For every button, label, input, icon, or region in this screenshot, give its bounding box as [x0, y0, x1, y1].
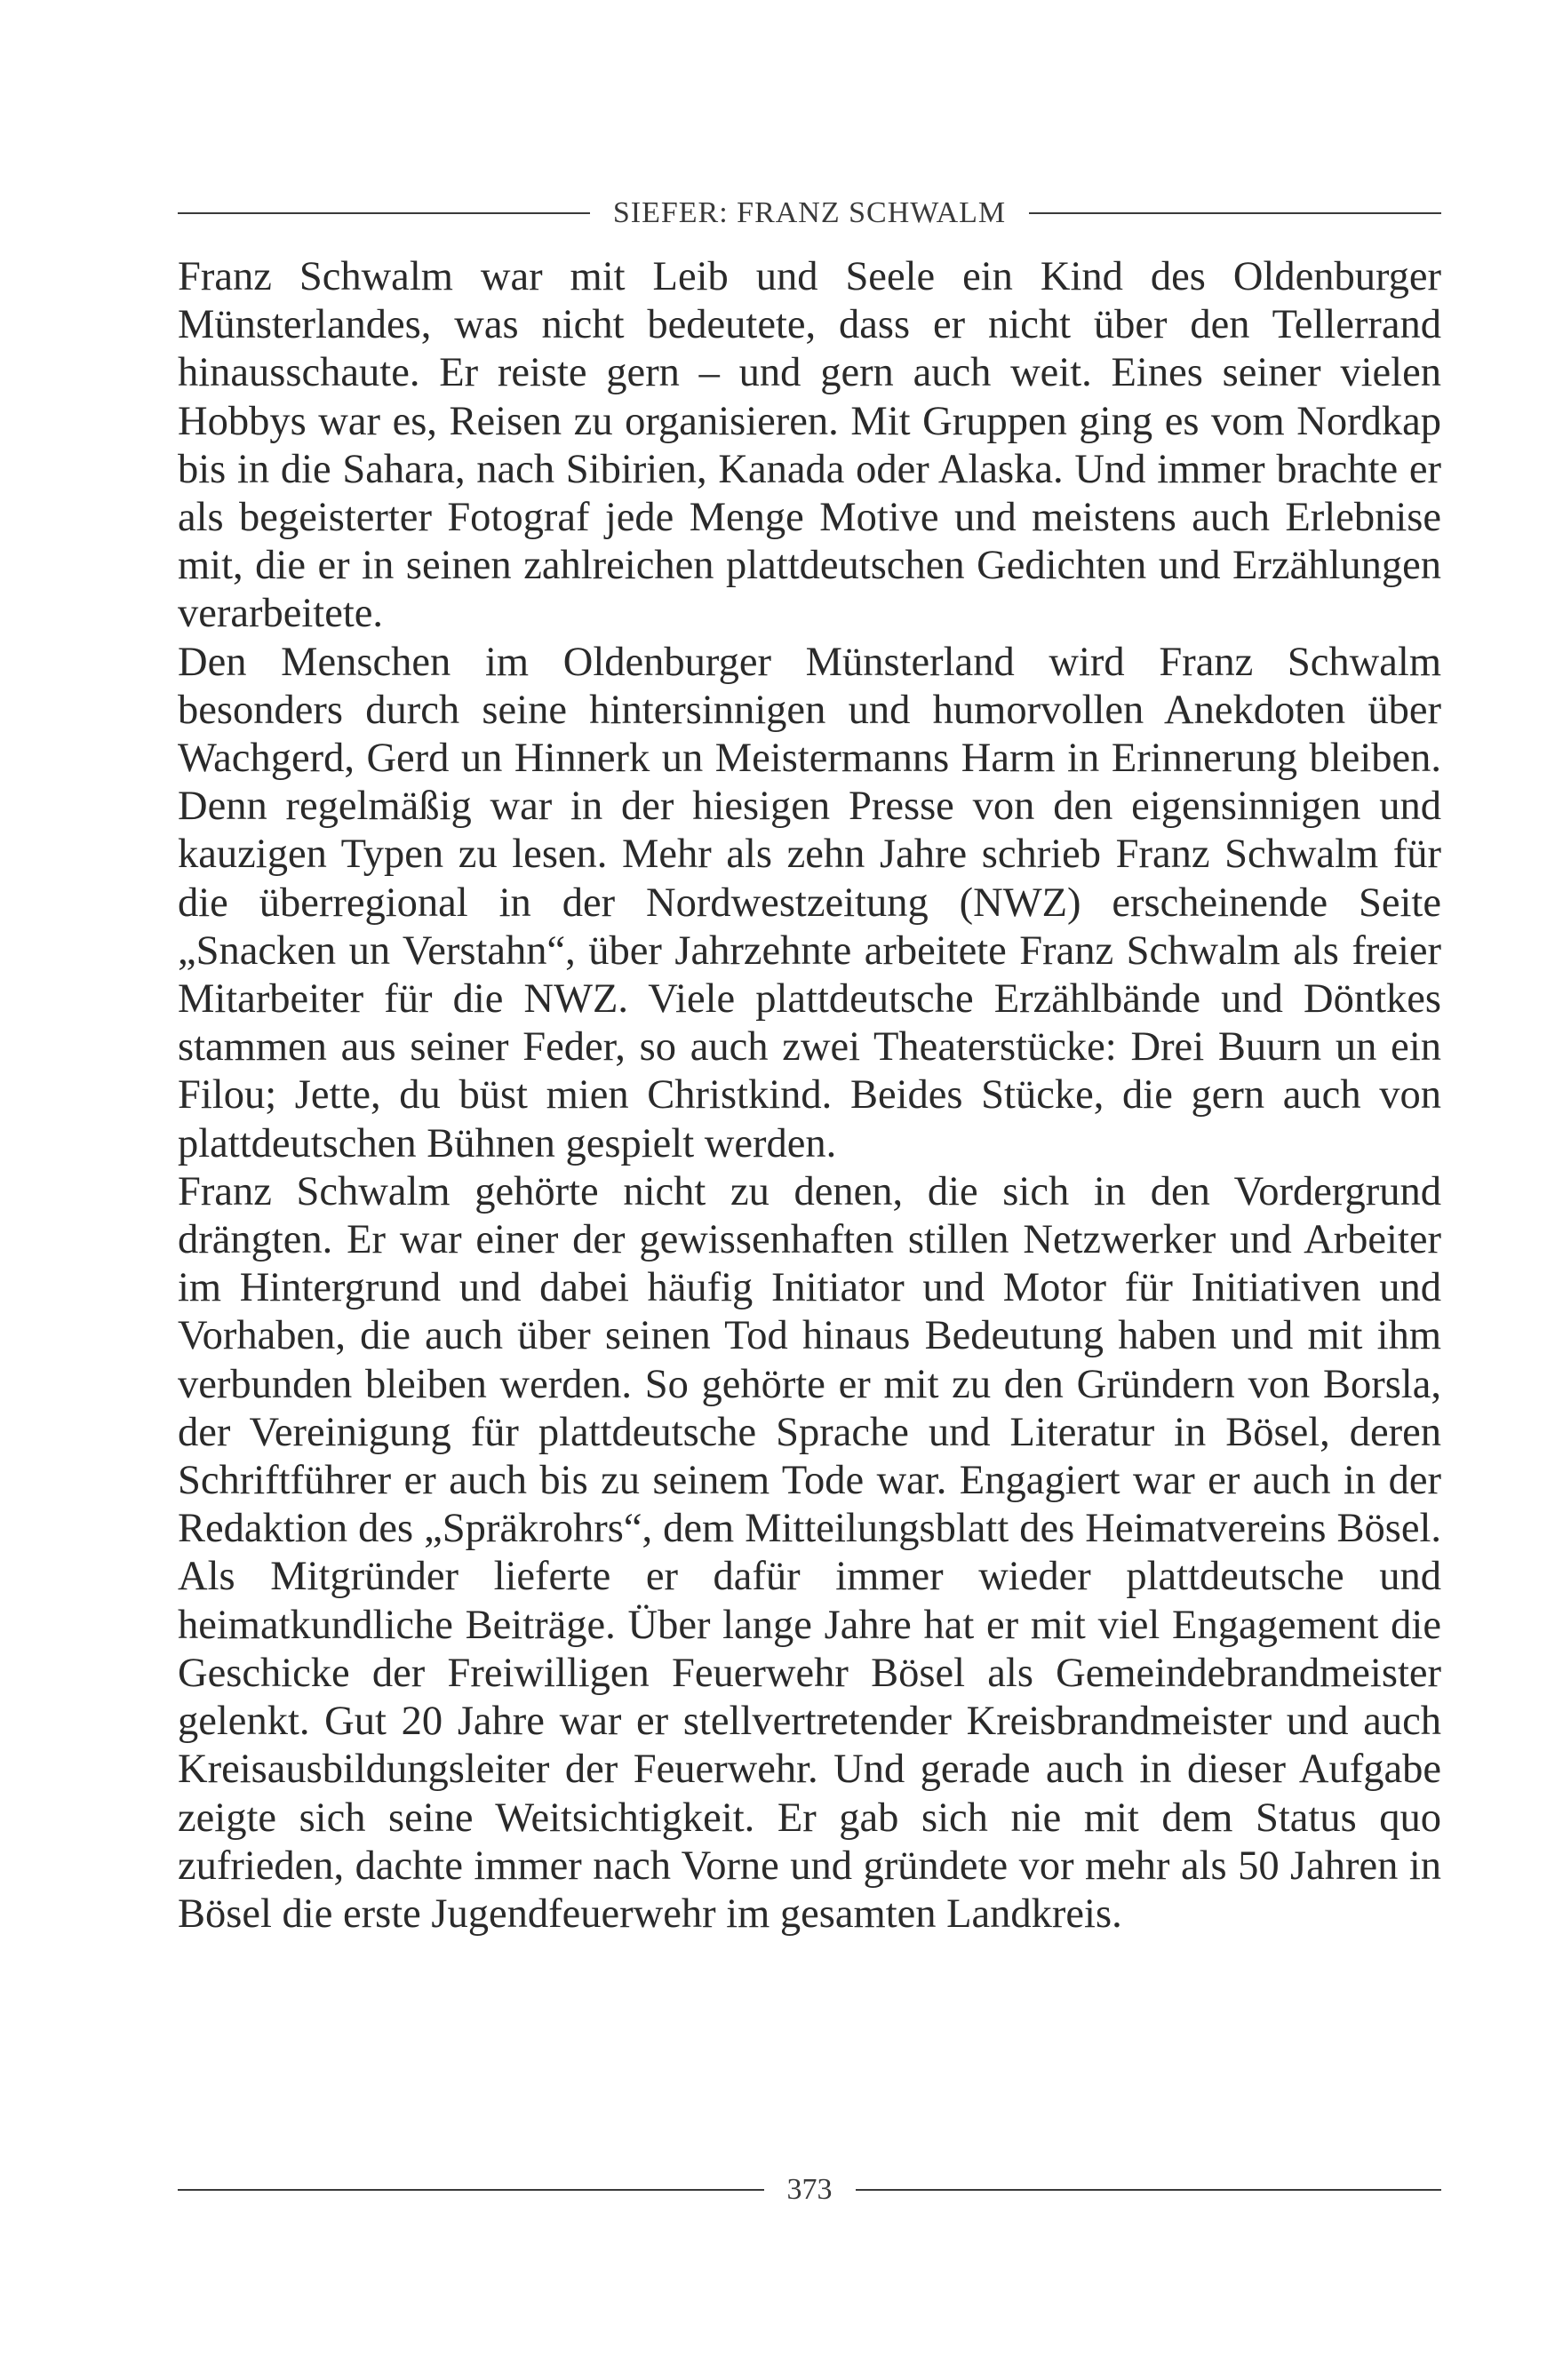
paragraph-1: Franz Schwalm war mit Leib und Seele ein Kind des Oldenburger Münsterlandes, was nicht bedeutete, dass er nicht über den Tellerrand hinausschaute. Er reiste gern – und gern auch weit. Eines seiner vielen Hobbys war es, Reisen zu organisieren. Mit Gruppen ging es vom Nordkap bis in die Sahara, nach Sibirien, Kanada oder Alaska. Und immer brachte er als begeisterter Fotograf jede Menge Motive und meistens auch Erlebnise mit, die er in seinen zahlreichen plattdeutschen Gedichten und Erzählungen verarbeitete. — [178, 254, 1441, 637]
paragraph-3: Franz Schwalm gehörte nicht zu denen, die sich in den Vordergrund drängten. Er war einer der gewissenhaften stillen Netzwerker und Arbeiter im Hintergrund und dabei häufig Initiator und Motor für Initiativen und Vorhaben, die auch über seinen Tod hinaus Bedeutung haben und mit ihm verbunden bleiben werden. So gehörte er mit zu den Gründern von Borsla, der Vereinigung für plattdeutsche Sprache und Literatur in Bösel, deren Schriftführer er auch bis zu seinem Tode war. Engagiert war er auch in der Redaktion des „Spräkrohrs“, dem Mitteilungsblatt des Heimatvereins Bösel. Als Mitgründer lieferte er dafür immer wieder plattdeutsche und heimatkundliche Beiträge. Über lange Jahre hat er mit viel Engagement die Geschicke der Freiwilligen Feuerwehr Bösel als Gemeindebrandmeister gelenkt. Gut 20 Jahre war er stellvertretender Kreisbrandmeister und auch Kreisausbildungsleiter der Feuerwehr. Und gerade auch in dieser Aufgabe zeigte sich seine Weitsichtigkeit. Er gab sich nie mit dem Status quo zufrieden, dachte immer nach Vorne und gründete vor mehr als 50 Jahren in Bösel die erste Jugendfeuerwehr im gesamten Landkreis. — [178, 1168, 1441, 1937]
footer-rule-left — [178, 2189, 764, 2191]
page-footer — [178, 2168, 1441, 2212]
paragraph-2: Den Menschen im Oldenburger Münsterland wird Franz Schwalm besonders durch seine hintersinnigen und humorvollen Anekdoten über Wachgerd, Gerd un Hinnerk un Meistermanns Harm in Erinnerung bleiben. Denn regelmäßig war in der hiesigen Presse von den eigensinnigen und kauzigen Typen zu lesen. Mehr als zehn Jahre schrieb Franz Schwalm für die überregional in der Nordwestzeitung (NWZ) erscheinende Seite „Snacken un Verstahn“, über Jahrzehnte arbeitete Franz Schwalm als freier Mitarbeiter für die NWZ. Viele plattdeutsche Erzählbände und Döntkes stammen aus seiner Feder, so auch zwei Theaterstücke: Drei Buurn un ein Filou; Jette, du büst mien Christkind. Beides Stücke, die gern auch von plattdeutschen Bühnen gespielt werden. — [178, 639, 1441, 1166]
header-rule-right — [1029, 212, 1441, 214]
body-text — [178, 253, 1441, 1938]
footer-rule-right — [856, 2189, 1442, 2191]
running-title: SIEFER: FRANZ SCHWALM — [612, 196, 1007, 229]
page-number: 373 — [786, 2173, 833, 2206]
running-header — [178, 187, 1441, 240]
header-rule-left — [178, 212, 590, 214]
